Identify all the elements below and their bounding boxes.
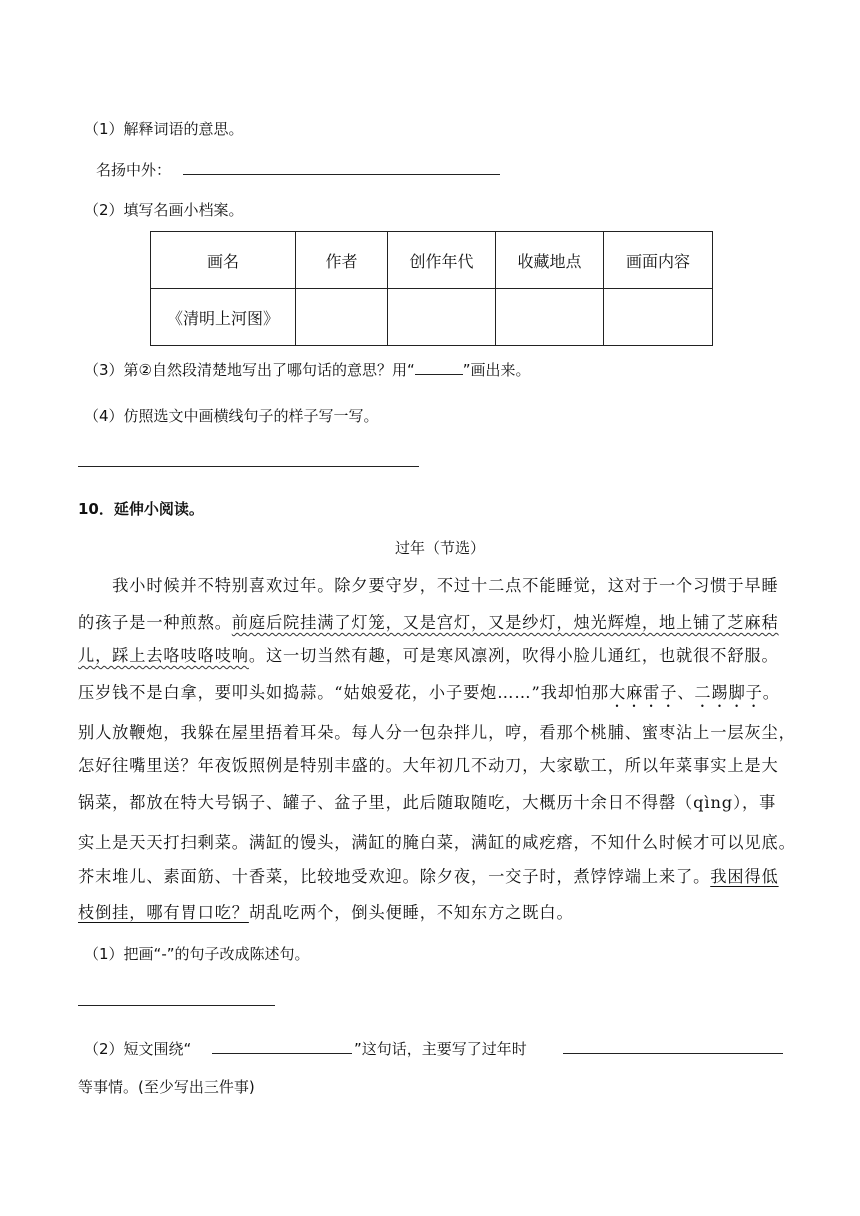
passage-text: 的孩子是一种煎熬。	[78, 613, 232, 632]
passage-text: 。这一切当然有趣，可是寒风凛冽，吹得小脸儿通红，也就很不舒服。	[248, 646, 779, 665]
passage-line	[78, 679, 780, 711]
painting-archive-table	[150, 231, 713, 346]
cell-content[interactable]	[604, 289, 713, 346]
cell-author[interactable]	[296, 289, 388, 346]
header-cell: 创作年代	[388, 232, 496, 289]
passage-text: 。	[762, 683, 780, 702]
passage-text: 芥末堆儿、素面筋、十香菜，比较地受欢迎。除夕夜，一交子时，煮饽饽端上来了。	[78, 867, 711, 886]
question-1: （1）解释词语的意思。	[84, 120, 244, 138]
passage-line	[78, 863, 779, 887]
underlined-question-sentence: 我困得低	[710, 867, 779, 886]
cell-collection[interactable]	[496, 289, 604, 346]
reading-question-2-c: 等事情。(至少写出三件事)	[78, 1078, 255, 1096]
passage-line: 我小时候并不特别喜欢过年。除夕要守岁，不过十二点不能睡觉，这对于一个习惯于早睡	[78, 576, 779, 595]
answer-line-term[interactable]	[183, 174, 500, 175]
reading-question-2-a: （2）短文围绕“	[84, 1040, 192, 1058]
dotted-phrase: 大麻雷子、二踢脚子	[608, 683, 763, 702]
underlined-question-sentence: 枝倒挂，哪有胃口吃？	[78, 903, 249, 922]
question-3-text-a: （3）第②自然段清楚地写出了哪句话的意思？用“	[84, 361, 415, 379]
passage-text: 胡乱吃两个，倒头便睡，不知东方之既白。	[248, 903, 574, 922]
section-heading: 10．延伸小阅读。	[78, 500, 204, 518]
wavy-underlined-sentence: 前庭后院挂满了灯笼，又是宫灯，又是纱灯，烛光辉煌，地上铺了芝麻秸	[231, 613, 779, 632]
header-cell: 画面内容	[604, 232, 713, 289]
question-3-text-b: ”画出来。	[462, 361, 531, 379]
passage-line	[78, 609, 779, 633]
table-row	[151, 289, 713, 346]
cell-painting-name: 《清明上河图》	[151, 289, 296, 346]
passage-title: 过年（节选）	[395, 539, 486, 557]
reading-question-2-b: ”这句话，主要写了过年时	[354, 1040, 527, 1058]
header-cell: 作者	[296, 232, 388, 289]
passage-line: 锅菜，都放在特大号锅子、罐子、盆子里，此后随取随吃，大概历十余日不得罄（qìng），事	[78, 793, 777, 812]
passage-text: 压岁钱不是白拿，要叩头如捣蒜。“姑娘爱花，小子要炮……”我却怕那	[78, 683, 609, 702]
reading-question-1: （1）把画“-”的句子改成陈述句。	[84, 945, 310, 963]
question-3	[84, 359, 531, 380]
answer-line-imitate[interactable]	[78, 466, 419, 467]
term-label: 名扬中外：	[96, 161, 172, 179]
question-4: （4）仿照选文中画横线句子的样子写一写。	[84, 407, 379, 425]
answer-line-central-sentence[interactable]	[212, 1053, 352, 1054]
passage-line: 别人放鞭炮，我躲在屋里捂着耳朵。每人分一包杂拌儿，哼，看那个桃脯、蜜枣沾上一层灰尘，	[78, 723, 796, 742]
header-cell: 画名	[151, 232, 296, 289]
passage-line: 怎好往嘴里送？年夜饭照例是特别丰盛的。大年初几不动刀，大家歇工，所以年菜事实上是大	[78, 756, 779, 775]
question-2: （2）填写名画小档案。	[84, 201, 244, 219]
answer-line-events[interactable]	[563, 1053, 783, 1054]
underline-mark	[415, 362, 463, 375]
answer-line-statement[interactable]	[78, 1005, 275, 1006]
passage-line	[78, 642, 779, 666]
wavy-underlined-sentence: 儿，踩上去咯吱咯吱响	[78, 646, 249, 665]
header-cell: 收藏地点	[496, 232, 604, 289]
passage-line	[78, 899, 574, 923]
passage-line: 实上是天天打扫剩菜。满缸的馒头，满缸的腌白菜，满缸的咸疙瘩，不知什么时候才可以见底。	[78, 833, 796, 852]
table-header-row	[151, 232, 713, 289]
cell-era[interactable]	[388, 289, 496, 346]
